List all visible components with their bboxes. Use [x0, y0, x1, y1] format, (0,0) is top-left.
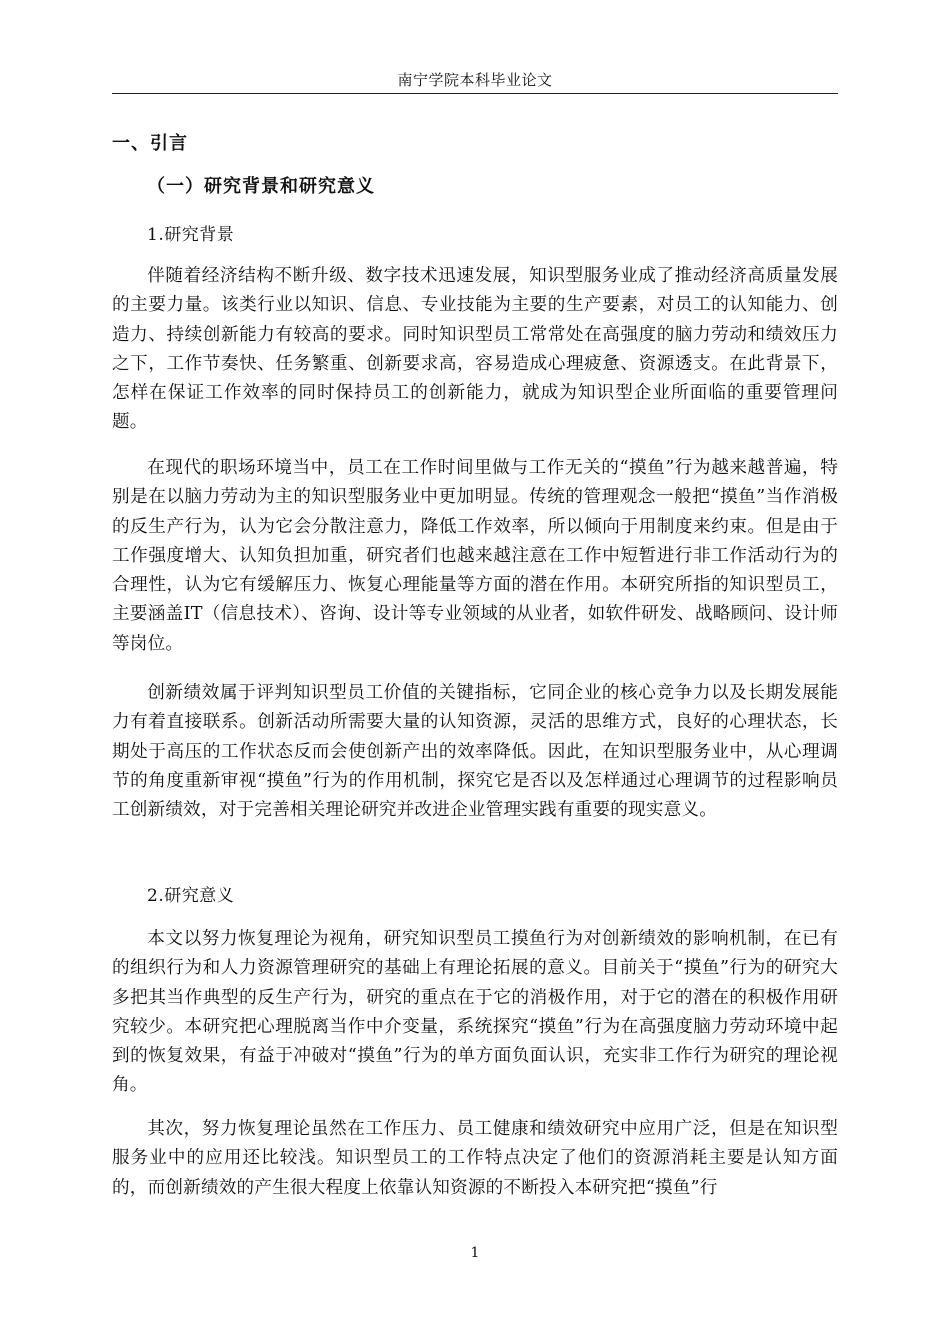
header-rule — [112, 93, 838, 94]
significance-heading: 2.研究意义 — [147, 886, 235, 906]
significance-paragraph-2: 其次，努力恢复理论虽然在工作压力、员工健康和绩效研究中应用广泛，但是在知识型服务业中的应用还比较浅。知识型员工的工作特点决定了他们的资源消耗主要是认知方面的，而创新绩效的产生很大程度上依靠认知资源的不断投入本研究把“摸鱼”行 — [112, 1119, 838, 1198]
background-paragraph-3: 创新绩效属于评判知识型员工价值的关键指标，它同企业的核心竞争力以及长期发展能力有着直接联系。创新活动所需要大量的认知资源，灵活的思维方式，良好的心理状态，长期处于高压的工作状态反而会使创新产出的效率降低。因此，在知识型服务业中，从心理调节的角度重新审视“摸鱼”行为的作用机制，探究它是否以及怎样通过心理调节的过程影响员工创新绩效，对于完善相关理论研究并改进企业管理实践有重要的现实意义。 — [112, 683, 838, 821]
section-heading: 一、引言 — [112, 133, 188, 154]
background-paragraph-2: 在现代的职场环境当中，员工在工作时间里做与工作无关的“摸鱼”行为越来越普遍，特别是在以脑力劳动为主的知识型服务业中更加明显。传统的管理观念一般把“摸鱼”当作消极的反生产行为，认为它会分散注意力，降低工作效率，所以倾向于用制度来约束。但是由于工作强度增大、认知负担加重，研究者们也越来越注意在工作中短暂进行非工作活动行为的合理性，认为它有缓解压力、恢复心理能量等方面的潜在作用。本研究所指的知识型员工，主要涵盖IT（信息技术）、咨询、设计等专业领域的从业者，如软件研发、战略顾问、设计师等岗位。 — [112, 458, 838, 654]
background-paragraph-1: 伴随着经济结构不断升级、数字技术迅速发展，知识型服务业成了推动经济高质量发展的主要力量。该类行业以知识、信息、专业技能为主要的生产要素，对员工的认知能力、创造力、持续创新能力有较高的要求。同时知识型员工常常处在高强度的脑力劳动和绩效压力之下，工作节奏快、任务繁重、创新要求高，容易造成心理疲惫、资源透支。在此背景下，怎样在保证工作效率的同时保持员工的创新能力，就成为知识型企业所面临的重要管理问题。 — [112, 266, 838, 433]
significance-paragraph-1: 本文以努力恢复理论为视角，研究知识型员工摸鱼行为对创新绩效的影响机制，在已有的组织行为和人力资源管理研究的基础上有理论拓展的意义。目前关于“摸鱼”行为的研究大多把其当作典型的反生产行为，研究的重点在于它的消极作用，对于它的潜在的积极作用研究较少。本研究把心理脱离当作中介变量，系统探究“摸鱼”行为在高强度脑力劳动环境中起到的恢复效果，有益于冲破对“摸鱼”行为的单方面负面认识，充实非工作行为研究的理论视角。 — [112, 929, 838, 1096]
subsection-heading: （一）研究背景和研究意义 — [147, 176, 375, 197]
running-header: 南宁学院本科毕业论文 — [397, 71, 553, 89]
background-heading: 1.研究背景 — [147, 225, 235, 245]
page-number: 1 — [470, 1245, 480, 1261]
